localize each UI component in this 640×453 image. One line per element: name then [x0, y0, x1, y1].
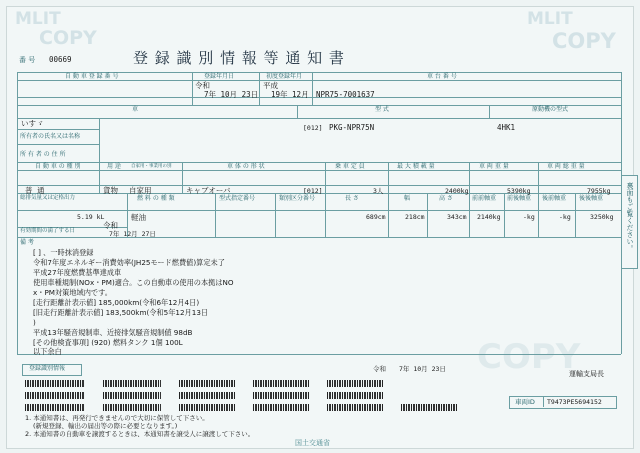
height-value: 343cm — [447, 213, 467, 221]
rr-axle-value: 3250kg — [590, 213, 614, 221]
masked-code — [103, 404, 161, 411]
owner-address-label: 所 有 者 の 住 所 — [20, 151, 66, 158]
masked-code — [327, 380, 383, 387]
office-name: 運輸支局長 — [569, 370, 604, 378]
masked-code — [25, 392, 85, 399]
max-load-value: 2400kg — [445, 187, 469, 195]
capacity-label: 乗 車 定 員 — [335, 163, 365, 170]
number-value: 00669 — [49, 55, 72, 64]
remark-line: 以下余白 — [33, 347, 62, 356]
masked-code — [103, 392, 161, 399]
expiry-value: 7年 12月 27日 — [109, 230, 156, 238]
masked-code — [179, 392, 235, 399]
use-value: 貨物 — [103, 186, 118, 195]
remark-line: ) — [33, 318, 36, 327]
footer-note: 2. 本通知書の自動車を譲渡するときは、本通知書を譲受人に譲渡して下さい。 — [25, 430, 255, 438]
issue-date: 7年 10月 23日 — [399, 365, 446, 373]
body-shape-value: キャブオーバ — [186, 186, 231, 195]
remark-line: 令和7年度エネルギー消費効率(JH25モード燃費値)算定未了 — [33, 258, 225, 267]
side-label: 裏面もご覧ください。 — [626, 182, 634, 252]
engine-model-label: 原動機の型式 — [532, 106, 569, 113]
remarks-label: 備 考 — [20, 239, 34, 246]
masked-code — [25, 380, 85, 387]
remark-line: x・PM対策地域内です。 — [33, 288, 112, 297]
chassis-label: 車 台 番 号 — [427, 73, 457, 80]
vehicle-id-value: T9473PE5694152 — [547, 398, 602, 406]
first-reg-era: 平成 — [263, 81, 278, 90]
masked-code — [179, 380, 235, 387]
vehicle-type-label: 自 動 車 の 種 別 — [35, 163, 81, 170]
ministry-name: 国土交通省 — [295, 439, 330, 447]
footer-note: (新規登録、輸出の届出等の際に必要となります。) — [33, 422, 178, 430]
rf-axle-value: -kg — [559, 213, 571, 221]
masked-code — [25, 404, 85, 411]
engine-model-value: 4HK1 — [497, 123, 516, 132]
reg-number-label: 自 動 車 登 録 番 号 — [65, 73, 119, 80]
masked-code — [253, 380, 309, 387]
owner-name-label: 所有者の氏名又は名称 — [20, 133, 81, 140]
reg-date-era: 令和 — [195, 81, 210, 90]
issue-era: 令和 — [373, 365, 386, 373]
watermark: MLIT — [527, 9, 573, 29]
watermark: COPY — [477, 337, 581, 377]
biz-value: 自家用 — [129, 186, 152, 195]
displacement-value: 5.19 kL — [77, 213, 105, 221]
length-label: 長 さ — [345, 195, 359, 202]
vehicle-weight-label: 車 両 重 量 — [479, 163, 509, 170]
fuel-value: 軽油 — [131, 213, 146, 222]
category-label: 類別区分番号 — [279, 195, 316, 202]
ff-axle-label: 前前軸重 — [472, 195, 497, 202]
vehicle-id-label: 車両ID — [515, 398, 535, 406]
fr-axle-label: 前後軸重 — [507, 195, 532, 202]
model-value: PKG-NPR75N — [329, 123, 375, 132]
watermark: COPY — [552, 29, 616, 53]
gross-weight-value: 7955kg — [587, 187, 611, 195]
masked-code — [253, 404, 309, 411]
expiry-era: 令和 — [103, 221, 118, 230]
max-load-label: 最 大 積 載 量 — [397, 163, 435, 170]
remark-line: [その他検査事項] (920) 燃料タンク 1個 100L — [33, 338, 183, 347]
masked-code — [327, 392, 383, 399]
body-code: [012] — [303, 187, 323, 195]
rf-axle-label: 後前軸重 — [542, 195, 567, 202]
expiry-label: 有効期間の満了する日 — [20, 228, 76, 234]
remark-line: [走行距離計表示値] 185,000km(令和6年12月4日) — [33, 298, 200, 307]
width-value: 218cm — [405, 213, 425, 221]
remark-line: 平成13年騒音規制車、近接排気騒音規制値 98dB — [33, 328, 193, 337]
use-label: 用 途 — [107, 163, 121, 170]
masked-code — [103, 380, 161, 387]
number-label: 番 号 — [19, 56, 36, 64]
vehicle-name-label: 車 — [132, 106, 139, 113]
side-tab — [621, 175, 638, 269]
biz-label: 自家用・事業用の別 — [131, 164, 172, 169]
first-reg-label: 初度登録年月 — [266, 73, 303, 80]
first-reg-value: 19年 12月 — [271, 90, 309, 99]
rr-axle-label: 後後軸重 — [579, 195, 604, 202]
length-value: 689cm — [366, 213, 386, 221]
remark-line: [ ] 、一時抹消登録 — [33, 248, 94, 257]
watermark: COPY — [39, 27, 97, 49]
reg-info-label: 登録識別情報 — [29, 365, 66, 372]
vehicle-type-value: 普 通 — [25, 186, 45, 195]
masked-code — [179, 404, 235, 411]
fr-axle-value: -kg — [523, 213, 535, 221]
width-label: 幅 — [404, 195, 411, 202]
masked-code — [401, 404, 457, 411]
vehicle-name-value: いすゞ — [21, 119, 44, 128]
document-title: 登 録 識 別 情 報 等 通 知 書 — [133, 49, 345, 67]
remark-line: 使用車種規制(NOx・PM)適合。この自動車の使用の本拠はNO — [33, 278, 234, 287]
reg-date-label: 登録年月日 — [204, 73, 235, 80]
masked-code — [253, 392, 309, 399]
reg-date-value: 7年 10月 23日 — [204, 90, 259, 99]
document-sheet — [6, 6, 634, 449]
displacement-label: 総排気量又は定格出力 — [20, 195, 76, 201]
masked-code — [327, 404, 383, 411]
approval-label: 型式指定番号 — [219, 195, 256, 202]
model-label: 型 式 — [375, 106, 389, 113]
gross-weight-label: 車 両 総 重 量 — [547, 163, 585, 170]
ff-axle-value: 2140kg — [477, 213, 501, 221]
chassis-value: NPR75-7001637 — [316, 90, 375, 99]
fuel-label: 燃 料 の 種 類 — [137, 195, 175, 202]
model-prefix: [012] — [303, 124, 323, 132]
remark-line: 平成27年度燃費基準達成車 — [33, 268, 122, 277]
capacity-value: 3人 — [373, 187, 384, 195]
footer-note: 1. 本通知書は、再発行できませんので大切に保管して下さい。 — [25, 414, 209, 422]
vehicle-weight-value: 5390kg — [507, 187, 531, 195]
height-label: 高 さ — [439, 195, 453, 202]
body-shape-label: 車 体 の 形 状 — [227, 163, 265, 170]
watermark: MLIT — [15, 9, 61, 29]
remark-line: [旧走行距離計表示値] 183,500km(令和5年12月13日 — [33, 308, 209, 317]
